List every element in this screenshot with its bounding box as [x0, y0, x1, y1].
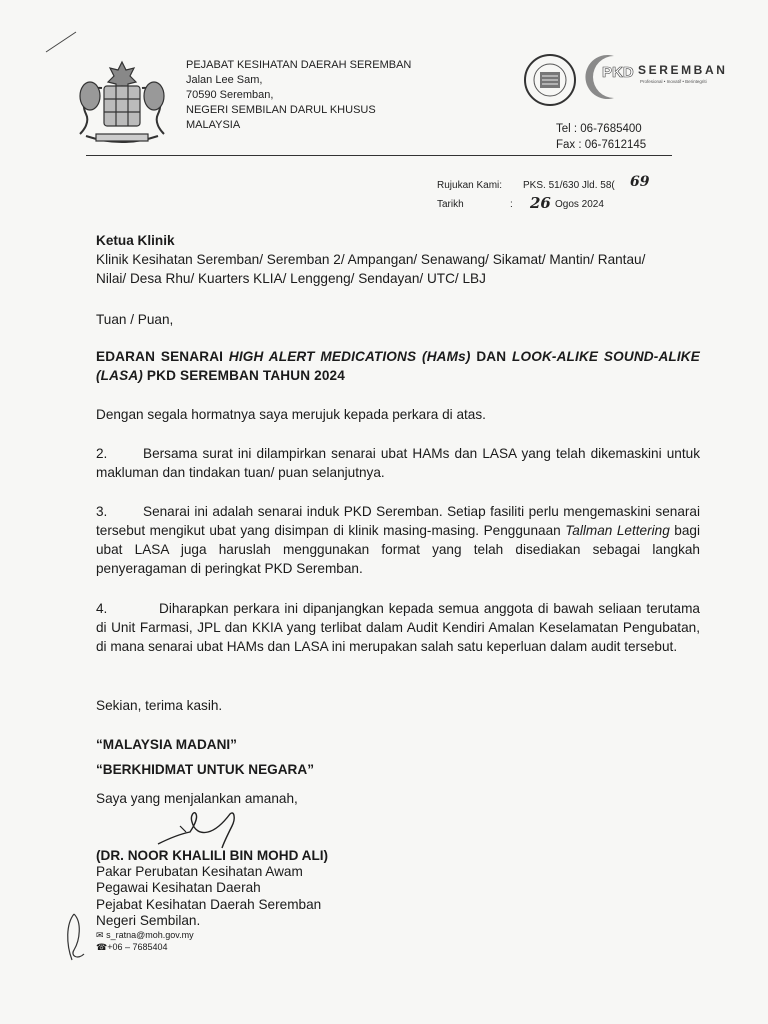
address-state: NEGERI SEMBILAN DARUL KHUSUS	[186, 104, 376, 116]
signatory-title-4: Negeri Sembilan.	[96, 913, 201, 928]
slogan-malaysia-madani: “MALAYSIA MADANI”	[96, 737, 237, 752]
date-colon: :	[510, 199, 513, 210]
telephone-number: Tel : 06-7685400	[556, 123, 642, 135]
signatory-phone: +06 – 7685404	[107, 942, 168, 952]
signatory-name: (DR. NOOR KHALILI BIN MOHD ALI)	[96, 848, 329, 863]
slogan-berkhidmat: “BERKHIDMAT UNTUK NEGARA”	[96, 762, 314, 777]
pen-mark	[44, 30, 78, 56]
paragraph-3: 3. Senarai ini adalah senarai induk PKD Seremban. Setiap fasiliti perlu mengemaskini senarai tersebut mengikut ubat yang disimpan di klinik masing-masing. Penggunaan Tallman Lettering bagi ubat LASA juga haruslah menggunakan format yang telah disediakan sebagai langkah penyeragaman di peringkat PKD Seremban.	[96, 504, 700, 576]
signatory-title-1: Pakar Perubatan Kesihatan Awam	[96, 864, 303, 879]
salutation: Tuan / Puan,	[96, 312, 174, 327]
date-label: Tarikh	[437, 199, 464, 210]
margin-initial-mark	[60, 910, 90, 966]
closing-line: Sekian, terima kasih.	[96, 698, 223, 713]
org-name: PEJABAT KESIHATAN DAERAH SEREMBAN	[186, 59, 412, 71]
telephone-icon: ☎	[96, 942, 108, 952]
pkd-logo-tagline: Profesional • Inovatif • Berintegriti	[640, 79, 707, 84]
opening-sentence: Dengan segala hormatnya saya merujuk kepada perkara di atas.	[96, 407, 486, 422]
amanah-line: Saya yang menjalankan amanah,	[96, 791, 298, 806]
recipient-title: Ketua Klinik	[96, 233, 175, 248]
recipient-clinics-line1: Klinik Kesihatan Seremban/ Seremban 2/ Ampangan/ Senawang/ Sikamat/ Mantin/ Rantau/	[96, 252, 646, 267]
phone-line	[96, 941, 168, 953]
signatory-title-3: Pejabat Kesihatan Daerah Seremban	[96, 897, 322, 912]
envelope-icon: ✉	[96, 930, 104, 940]
letterhead-address	[186, 58, 411, 133]
address-country: MALAYSIA	[186, 119, 241, 131]
reference-label: Rujukan Kami:	[437, 180, 503, 191]
recipient-clinics-line2: Nilai/ Desa Rhu/ Kuarters KLIA/ Lenggeng/ Sendayan/ UTC/ LBJ	[96, 271, 486, 286]
subject-heading: EDARAN SENARAI HIGH ALERT MEDICATIONS (HAMs) DAN LOOK-ALIKE SOUND-ALIKE (LASA) PKD SEREMBAN TAHUN 2024	[96, 349, 700, 383]
pkd-logo-text: PKD	[602, 64, 634, 81]
coat-of-arms-logo	[72, 56, 172, 148]
address-postcode: 70590 Seremban,	[186, 89, 274, 101]
date-month-year: Ogos 2024	[555, 199, 604, 210]
reference-number: PKS. 51/630 Jld. 58(	[523, 180, 615, 191]
signatory-email: s_ratna@moh.gov.my	[106, 930, 194, 940]
paragraph-4: 4. Diharapkan perkara ini dipanjangkan kepada semua anggota di bawah seliaan terutama di Unit Farmasi, JPL dan KKIA yang terlibat dalam Audit Kendiri Amalan Keselamatan Pengubatan, di mana senarai ubat HAMs dan LASA ini merupakan salah satu keperluan dalam audit tersebut.	[96, 601, 700, 654]
letterhead-divider	[86, 155, 672, 156]
signatory-title-2: Pegawai Kesihatan Daerah	[96, 880, 261, 895]
pkd-logo-name: SEREMBAN	[638, 63, 728, 77]
date-handwritten-day: 26	[530, 194, 551, 212]
email-line	[96, 929, 194, 941]
signature-image	[150, 808, 260, 852]
contact-block	[556, 121, 646, 153]
address-street: Jalan Lee Sam,	[186, 74, 263, 86]
reference-handwritten-number: 69	[630, 174, 650, 190]
paragraph-2: 2. Bersama surat ini dilampirkan senarai ubat HAMs dan LASA yang telah dikemaskini untuk makluman dan tindakan tuan/ puan selanjutnya.	[96, 446, 700, 480]
seremban-council-seal-logo	[520, 52, 582, 108]
fax-number: Fax : 06-7612145	[556, 139, 647, 151]
